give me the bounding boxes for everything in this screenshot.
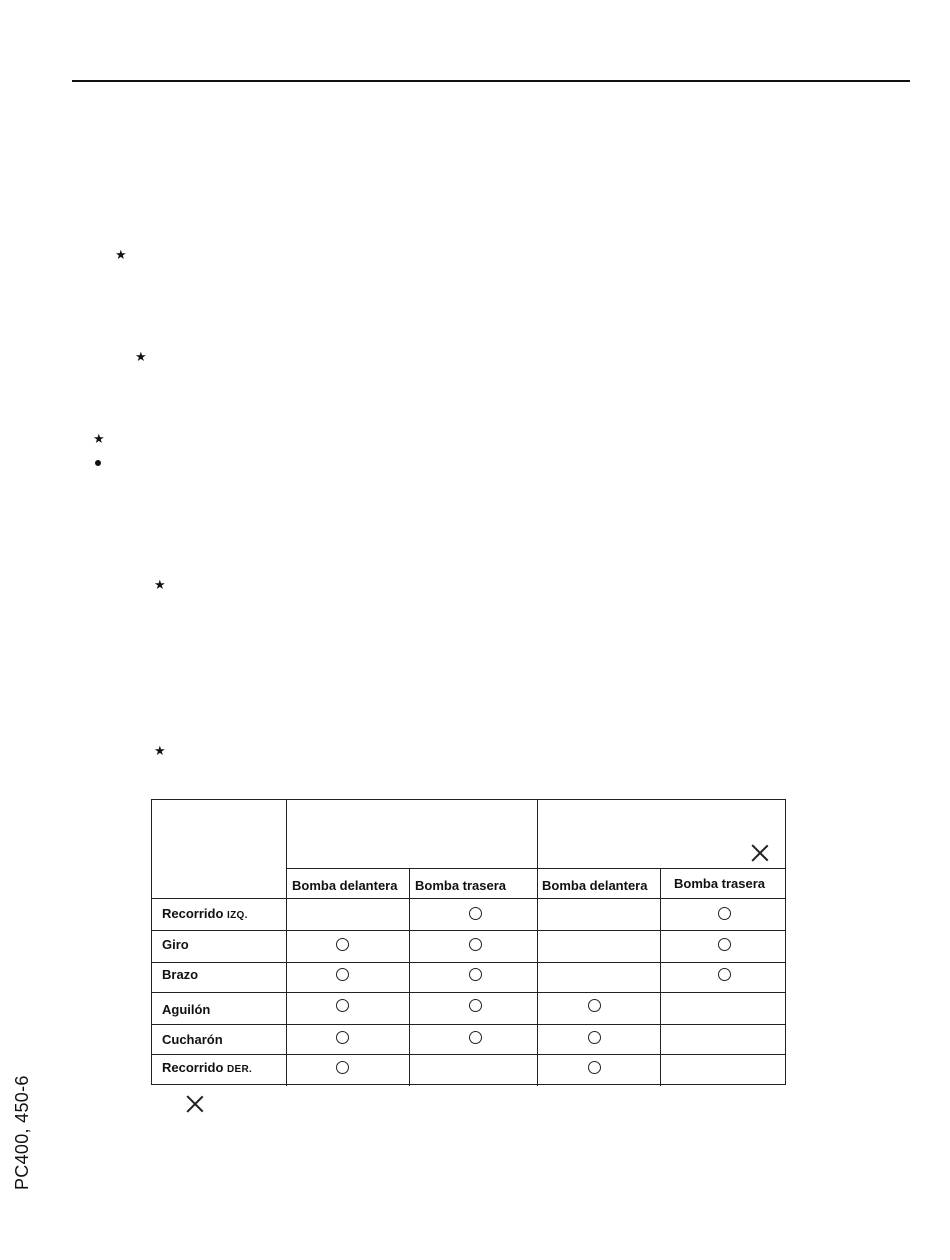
check-circle-icon <box>718 938 731 951</box>
star-note-2: ★ <box>135 349 147 364</box>
check-circle-icon <box>469 938 482 951</box>
star-note-3: ★ <box>93 431 105 446</box>
star-note-1: ★ <box>115 247 127 262</box>
check-circle-icon <box>336 938 349 951</box>
row-label-4: Aguilón <box>162 1002 211 1017</box>
legend-cross-icon <box>186 1095 204 1113</box>
row-label-3: Brazo <box>162 967 199 982</box>
col-header-1: Bomba delantera <box>292 878 398 893</box>
table-hline-header <box>152 898 786 899</box>
col-header-4: Bomba trasera <box>674 876 766 891</box>
col-header-2: Bomba trasera <box>415 878 507 893</box>
table-hline-r4 <box>152 1024 786 1025</box>
table-hline-r3 <box>152 992 786 993</box>
cross-icon <box>751 844 769 862</box>
check-circle-icon <box>336 1031 349 1044</box>
col-header-3: Bomba delantera <box>542 878 648 893</box>
check-circle-icon <box>588 1061 601 1074</box>
check-circle-icon <box>336 999 349 1012</box>
star-note-4: ★ <box>154 577 166 592</box>
row-label-1: Recorrido IZQ. <box>162 906 248 921</box>
table-vline-3 <box>537 800 538 1086</box>
table-hline-group <box>286 868 786 869</box>
check-circle-icon <box>718 907 731 920</box>
model-code: PC400, 450-6 <box>12 1075 32 1190</box>
check-circle-icon <box>469 968 482 981</box>
check-circle-icon <box>718 968 731 981</box>
table-hline-r1 <box>152 930 786 931</box>
check-circle-icon <box>469 1031 482 1044</box>
row-label-2: Giro <box>162 937 189 952</box>
check-circle-icon <box>469 999 482 1012</box>
pump-table <box>151 799 786 1085</box>
table-hline-r2 <box>152 962 786 963</box>
check-circle-icon <box>336 1061 349 1074</box>
check-circle-icon <box>336 968 349 981</box>
check-circle-icon <box>588 999 601 1012</box>
star-note-5: ★ <box>154 743 166 758</box>
check-circle-icon <box>469 907 482 920</box>
row-label-5: Cucharón <box>162 1032 223 1047</box>
row-label-6: Recorrido DER. <box>162 1060 253 1075</box>
header-rule <box>72 80 910 82</box>
table-vline-1 <box>286 800 287 1086</box>
check-circle-icon <box>588 1031 601 1044</box>
table-hline-r5 <box>152 1054 786 1055</box>
bullet-point <box>95 460 101 466</box>
